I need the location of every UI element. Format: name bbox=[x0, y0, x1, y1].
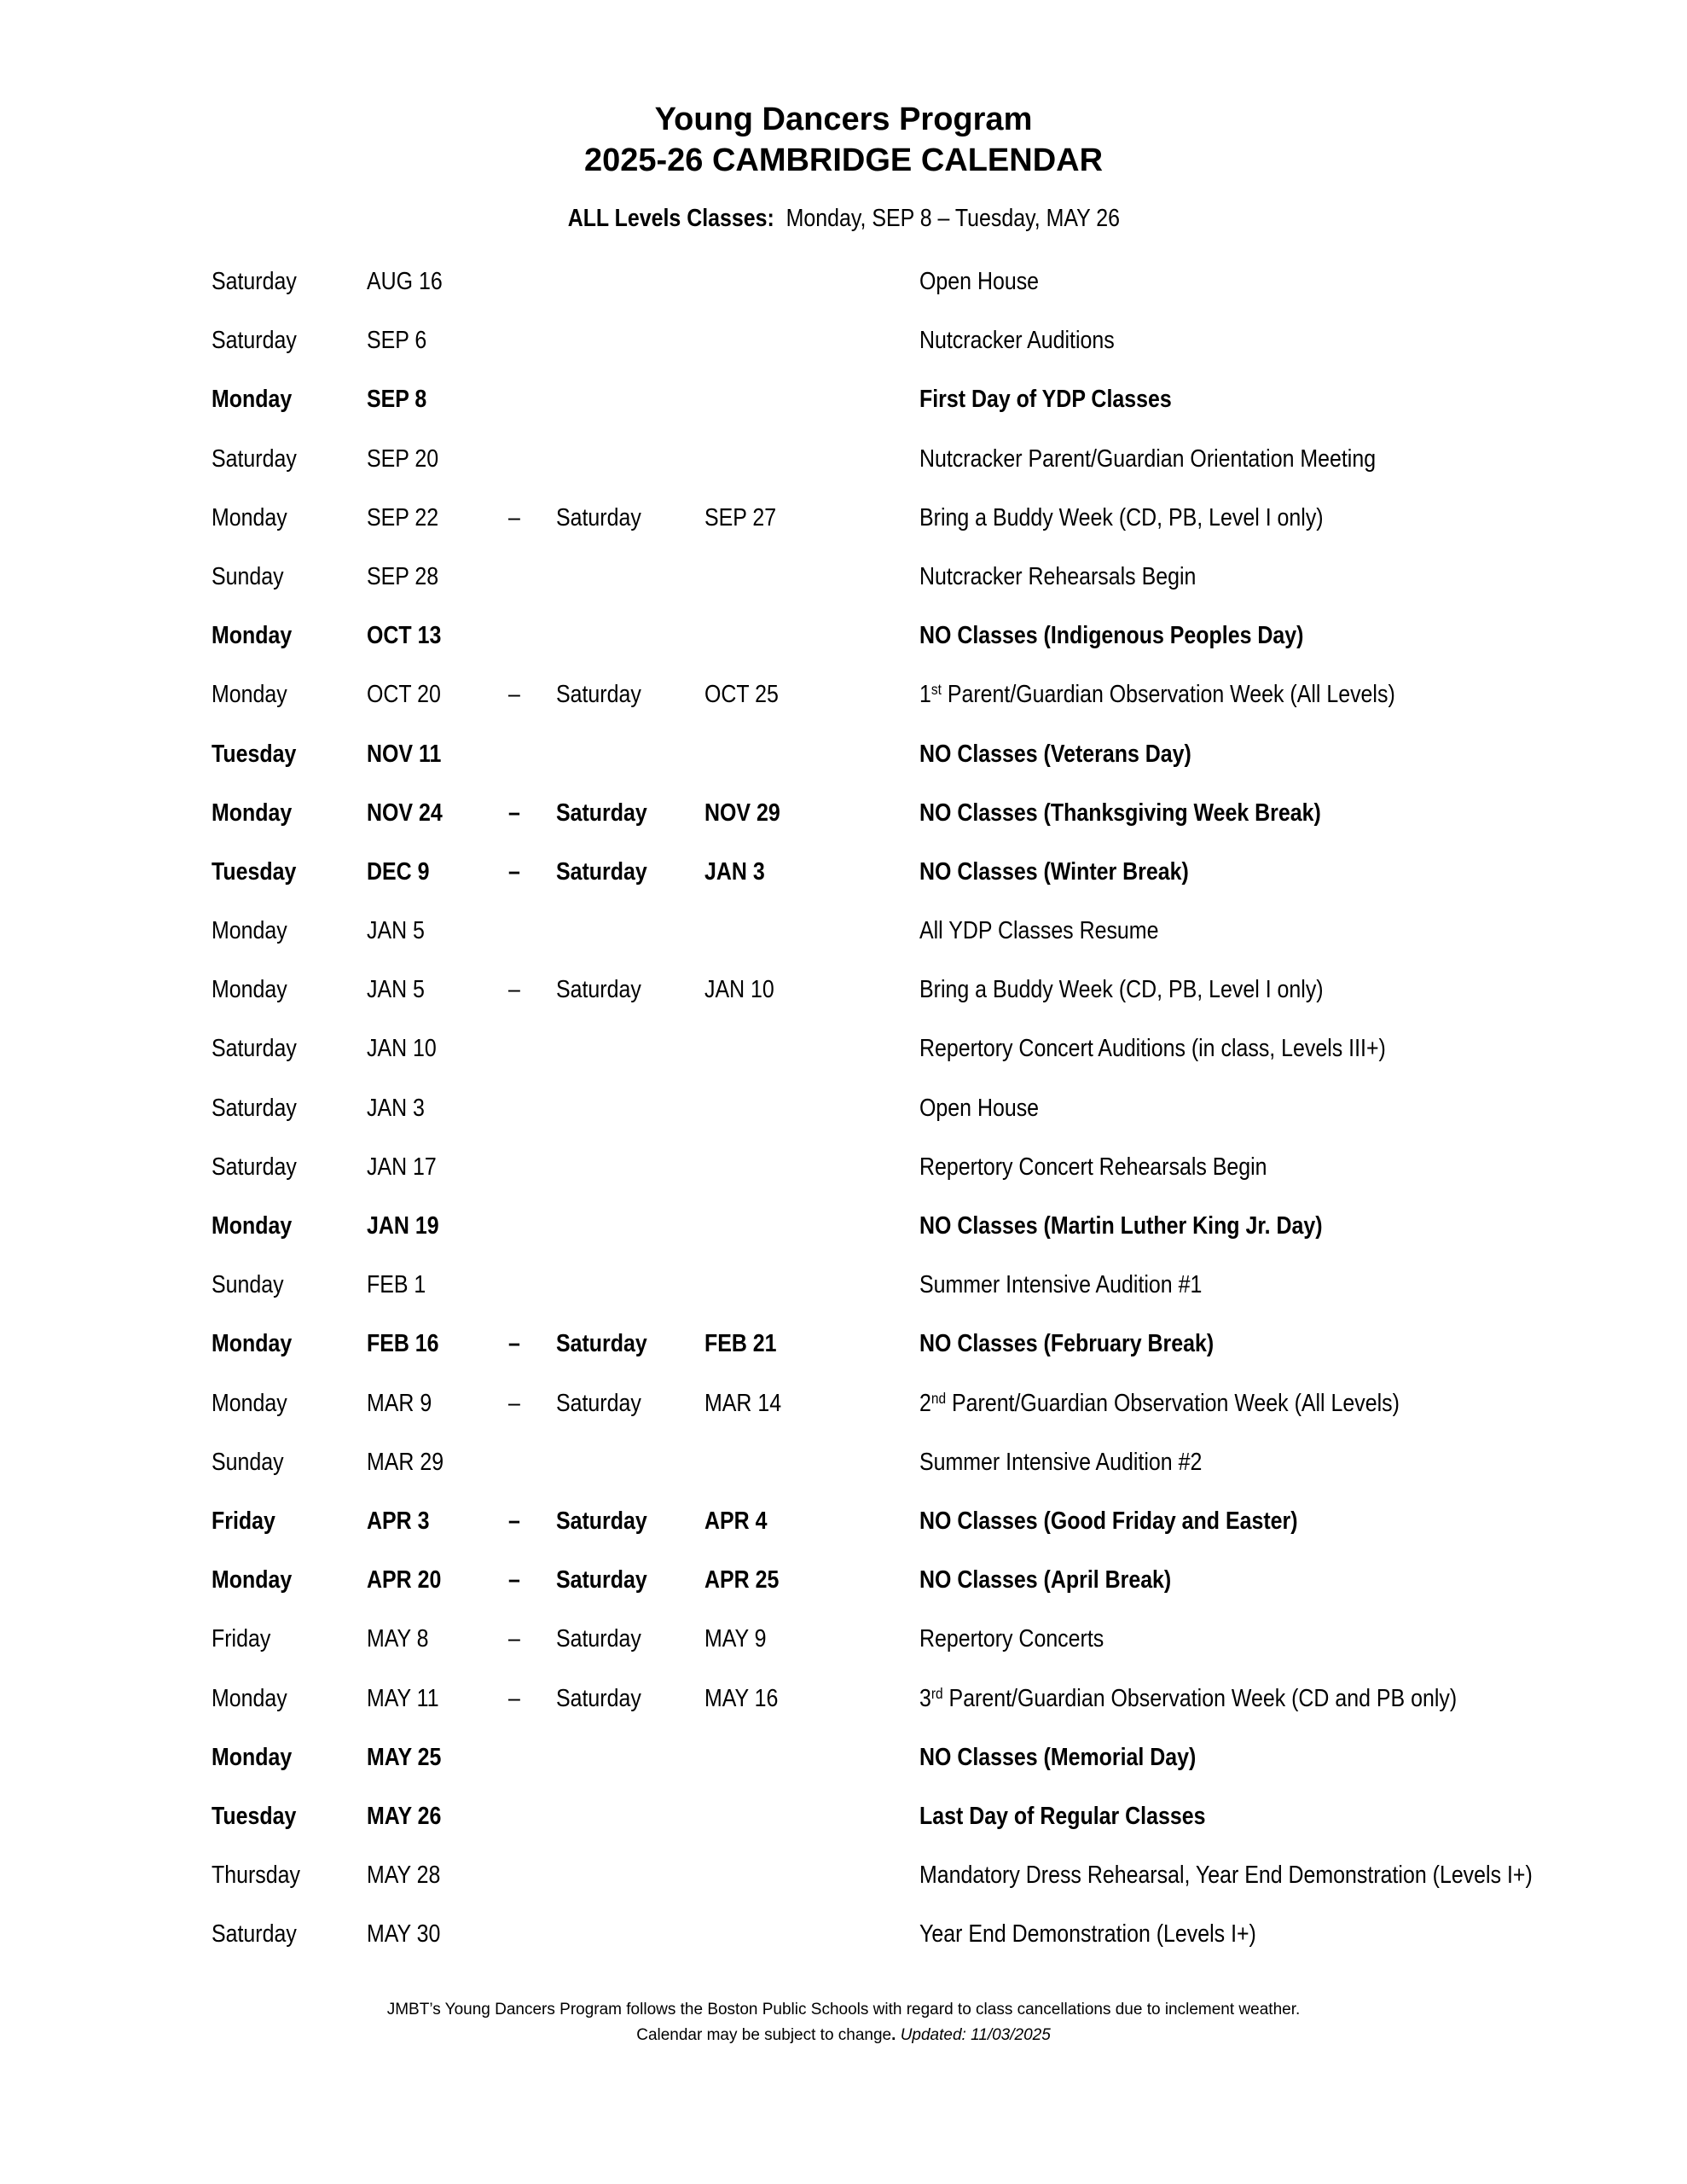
event-description: Bring a Buddy Week (CD, PB, Level I only) bbox=[919, 503, 1324, 531]
calendar-row bbox=[0, 1905, 1687, 1964]
calendar-row bbox=[0, 311, 1687, 370]
calendar-row bbox=[0, 1197, 1687, 1256]
page-title bbox=[0, 99, 1687, 181]
event-description: Bring a Buddy Week (CD, PB, Level I only) bbox=[919, 976, 1324, 1004]
calendar-row bbox=[0, 1787, 1687, 1846]
event-description: 2nd Parent/Guardian Observation Week (All Levels) bbox=[919, 1389, 1400, 1417]
calendar-row bbox=[0, 370, 1687, 429]
start-day: Sunday bbox=[212, 562, 284, 590]
event-description: Nutcracker Parent/Guardian Orientation Meeting bbox=[919, 444, 1377, 473]
start-day: Saturday bbox=[212, 1035, 297, 1063]
calendar-table bbox=[0, 253, 1687, 1964]
calendar-row bbox=[0, 784, 1687, 843]
end-day: Saturday bbox=[556, 799, 647, 827]
end-day: Saturday bbox=[556, 1507, 647, 1535]
start-day: Monday bbox=[212, 1684, 287, 1712]
start-date: SEP 6 bbox=[367, 327, 427, 355]
start-date: APR 20 bbox=[367, 1566, 442, 1594]
calendar-row bbox=[0, 548, 1687, 607]
end-date: MAY 16 bbox=[704, 1684, 779, 1712]
start-date: MAY 30 bbox=[367, 1920, 441, 1949]
start-date: JAN 17 bbox=[367, 1153, 437, 1181]
event-description: NO Classes (Memorial Day) bbox=[919, 1743, 1197, 1771]
start-day: Monday bbox=[212, 386, 293, 414]
calendar-row bbox=[0, 1138, 1687, 1197]
start-day: Monday bbox=[212, 503, 287, 531]
start-day: Monday bbox=[212, 1212, 293, 1240]
start-day: Saturday bbox=[212, 1920, 297, 1949]
footer-line2-period: . bbox=[891, 2026, 896, 2044]
end-day: Saturday bbox=[556, 1625, 641, 1653]
start-date: AUG 16 bbox=[367, 268, 443, 295]
start-day: Tuesday bbox=[212, 1802, 297, 1830]
event-description: NO Classes (Veterans Day) bbox=[919, 740, 1191, 768]
calendar-row bbox=[0, 843, 1687, 902]
end-day: Saturday bbox=[556, 976, 641, 1004]
event-description: Last Day of Regular Classes bbox=[919, 1802, 1206, 1830]
end-day: Saturday bbox=[556, 1330, 647, 1358]
event-description: Open House bbox=[919, 268, 1040, 295]
footer-line2 bbox=[0, 2023, 1687, 2048]
calendar-row bbox=[0, 1374, 1687, 1433]
calendar-row bbox=[0, 1846, 1687, 1905]
event-description: First Day of YDP Classes bbox=[919, 386, 1172, 414]
start-date: JAN 3 bbox=[367, 1094, 425, 1122]
start-date: JAN 5 bbox=[367, 976, 425, 1004]
footer-line1: JMBT’s Young Dancers Program follows the Boston Public Schools with regard to class cancellations due to inclement weather. bbox=[386, 2001, 1301, 2018]
end-day: Saturday bbox=[556, 681, 641, 709]
end-day: Saturday bbox=[556, 857, 647, 886]
calendar-row bbox=[0, 902, 1687, 961]
event-description: Repertory Concert Rehearsals Begin bbox=[919, 1153, 1267, 1181]
start-date: MAY 11 bbox=[367, 1684, 439, 1712]
calendar-row bbox=[0, 1019, 1687, 1078]
event-description: Mandatory Dress Rehearsal, Year End Demonstration (Levels I+) bbox=[919, 1862, 1533, 1890]
footer-line2-text: Calendar may be subject to change bbox=[636, 2026, 892, 2044]
date-range-dash: – bbox=[508, 1330, 520, 1358]
event-description: NO Classes (Martin Luther King Jr. Day) bbox=[919, 1212, 1323, 1240]
calendar-row bbox=[0, 665, 1687, 724]
end-date: JAN 3 bbox=[704, 857, 765, 886]
event-description: 1st Parent/Guardian Observation Week (All Levels) bbox=[919, 681, 1395, 709]
end-day: Saturday bbox=[556, 1389, 641, 1417]
start-date: DEC 9 bbox=[367, 857, 430, 886]
start-date: JAN 19 bbox=[367, 1212, 439, 1240]
calendar-row bbox=[0, 1315, 1687, 1374]
end-date: FEB 21 bbox=[704, 1330, 777, 1358]
start-day: Monday bbox=[212, 1389, 287, 1417]
start-day: Monday bbox=[212, 917, 287, 945]
event-description: Repertory Concerts bbox=[919, 1625, 1104, 1653]
calendar-row bbox=[0, 961, 1687, 1019]
calendar-row bbox=[0, 1551, 1687, 1610]
event-description: All YDP Classes Resume bbox=[919, 917, 1159, 945]
start-date: SEP 8 bbox=[367, 386, 427, 414]
event-description: Nutcracker Auditions bbox=[919, 327, 1115, 355]
date-range-dash: – bbox=[508, 1507, 520, 1535]
calendar-row bbox=[0, 489, 1687, 548]
start-date: MAY 8 bbox=[367, 1625, 429, 1653]
subtitle bbox=[0, 205, 1687, 233]
page-title-line1: Young Dancers Program bbox=[654, 102, 1033, 137]
start-day: Saturday bbox=[212, 444, 297, 473]
start-date: APR 3 bbox=[367, 1507, 430, 1535]
event-description: Nutcracker Rehearsals Begin bbox=[919, 562, 1197, 590]
event-description: Summer Intensive Audition #2 bbox=[919, 1448, 1203, 1476]
start-date: NOV 24 bbox=[367, 799, 443, 827]
start-day: Monday bbox=[212, 681, 287, 709]
start-day: Friday bbox=[212, 1507, 275, 1535]
start-date: FEB 1 bbox=[367, 1271, 426, 1299]
calendar-row bbox=[0, 1670, 1687, 1728]
start-day: Monday bbox=[212, 799, 293, 827]
subtitle-inner bbox=[567, 205, 1119, 233]
start-date: OCT 20 bbox=[367, 681, 441, 709]
date-range-dash: – bbox=[508, 1566, 520, 1594]
subtitle-value: Monday, SEP 8 – Tuesday, MAY 26 bbox=[786, 205, 1120, 232]
page-title-line2: 2025-26 CAMBRIDGE CALENDAR bbox=[583, 142, 1104, 178]
calendar-row bbox=[0, 725, 1687, 784]
start-day: Monday bbox=[212, 1566, 293, 1594]
start-day: Monday bbox=[212, 622, 293, 650]
start-day: Thursday bbox=[212, 1862, 300, 1890]
start-day: Friday bbox=[212, 1625, 271, 1653]
start-date: SEP 20 bbox=[367, 444, 439, 473]
start-date: OCT 13 bbox=[367, 622, 442, 650]
start-day: Saturday bbox=[212, 327, 297, 355]
end-date: MAR 14 bbox=[704, 1389, 782, 1417]
end-date: MAY 9 bbox=[704, 1625, 767, 1653]
start-date: MAR 29 bbox=[367, 1448, 444, 1476]
page-footer bbox=[0, 1997, 1687, 2048]
calendar-row bbox=[0, 1610, 1687, 1669]
calendar-row bbox=[0, 1433, 1687, 1492]
calendar-row bbox=[0, 1256, 1687, 1315]
start-date: SEP 22 bbox=[367, 503, 439, 531]
event-description: NO Classes (February Break) bbox=[919, 1330, 1215, 1358]
end-date: APR 4 bbox=[704, 1507, 768, 1535]
event-description: Summer Intensive Audition #1 bbox=[919, 1271, 1203, 1299]
end-day: Saturday bbox=[556, 1684, 641, 1712]
calendar-row bbox=[0, 1079, 1687, 1138]
end-date: SEP 27 bbox=[704, 503, 777, 531]
end-date: APR 25 bbox=[704, 1566, 780, 1594]
start-date: FEB 16 bbox=[367, 1330, 439, 1358]
event-description: NO Classes (Good Friday and Easter) bbox=[919, 1507, 1298, 1535]
start-date: MAR 9 bbox=[367, 1389, 432, 1417]
date-range-dash: – bbox=[508, 1684, 520, 1712]
event-description: Open House bbox=[919, 1094, 1040, 1122]
start-day: Monday bbox=[212, 1330, 293, 1358]
end-date: OCT 25 bbox=[704, 681, 779, 709]
calendar-row bbox=[0, 1728, 1687, 1787]
event-description: NO Classes (Indigenous Peoples Day) bbox=[919, 622, 1304, 650]
calendar-row bbox=[0, 1492, 1687, 1551]
end-date: JAN 10 bbox=[704, 976, 774, 1004]
date-range-dash: – bbox=[508, 1625, 520, 1653]
end-day: Saturday bbox=[556, 503, 641, 531]
start-date: NOV 11 bbox=[367, 740, 442, 768]
end-day: Saturday bbox=[556, 1566, 647, 1594]
start-day: Saturday bbox=[212, 1094, 297, 1122]
event-description: 3rd Parent/Guardian Observation Week (CD and PB only) bbox=[919, 1684, 1458, 1712]
start-day: Monday bbox=[212, 976, 287, 1004]
start-day: Tuesday bbox=[212, 740, 297, 768]
date-range-dash: – bbox=[508, 1389, 520, 1417]
end-date: NOV 29 bbox=[704, 799, 780, 827]
start-date: MAY 26 bbox=[367, 1802, 442, 1830]
event-description: NO Classes (Winter Break) bbox=[919, 857, 1189, 886]
start-day: Sunday bbox=[212, 1448, 284, 1476]
date-range-dash: – bbox=[508, 976, 520, 1004]
calendar-row bbox=[0, 253, 1687, 311]
start-day: Saturday bbox=[212, 268, 297, 295]
date-range-dash: – bbox=[508, 681, 520, 709]
start-day: Saturday bbox=[212, 1153, 297, 1181]
start-date: MAY 28 bbox=[367, 1862, 441, 1890]
start-date: MAY 25 bbox=[367, 1743, 442, 1771]
start-date: JAN 5 bbox=[367, 917, 425, 945]
start-date: JAN 10 bbox=[367, 1035, 437, 1063]
event-description: Year End Demonstration (Levels I+) bbox=[919, 1920, 1256, 1949]
start-day: Sunday bbox=[212, 1271, 284, 1299]
subtitle-label: ALL Levels Classes: bbox=[567, 205, 774, 232]
footer-updated-date: Updated: 11/03/2025 bbox=[900, 2026, 1051, 2044]
event-description: NO Classes (Thanksgiving Week Break) bbox=[919, 799, 1321, 827]
calendar-row bbox=[0, 607, 1687, 665]
start-date: SEP 28 bbox=[367, 562, 439, 590]
start-day: Monday bbox=[212, 1743, 293, 1771]
event-description: NO Classes (April Break) bbox=[919, 1566, 1172, 1594]
event-description: Repertory Concert Auditions (in class, Levels III+) bbox=[919, 1035, 1386, 1063]
date-range-dash: – bbox=[508, 503, 520, 531]
date-range-dash: – bbox=[508, 799, 520, 827]
date-range-dash: – bbox=[508, 857, 520, 886]
calendar-row bbox=[0, 430, 1687, 489]
start-day: Tuesday bbox=[212, 857, 297, 886]
